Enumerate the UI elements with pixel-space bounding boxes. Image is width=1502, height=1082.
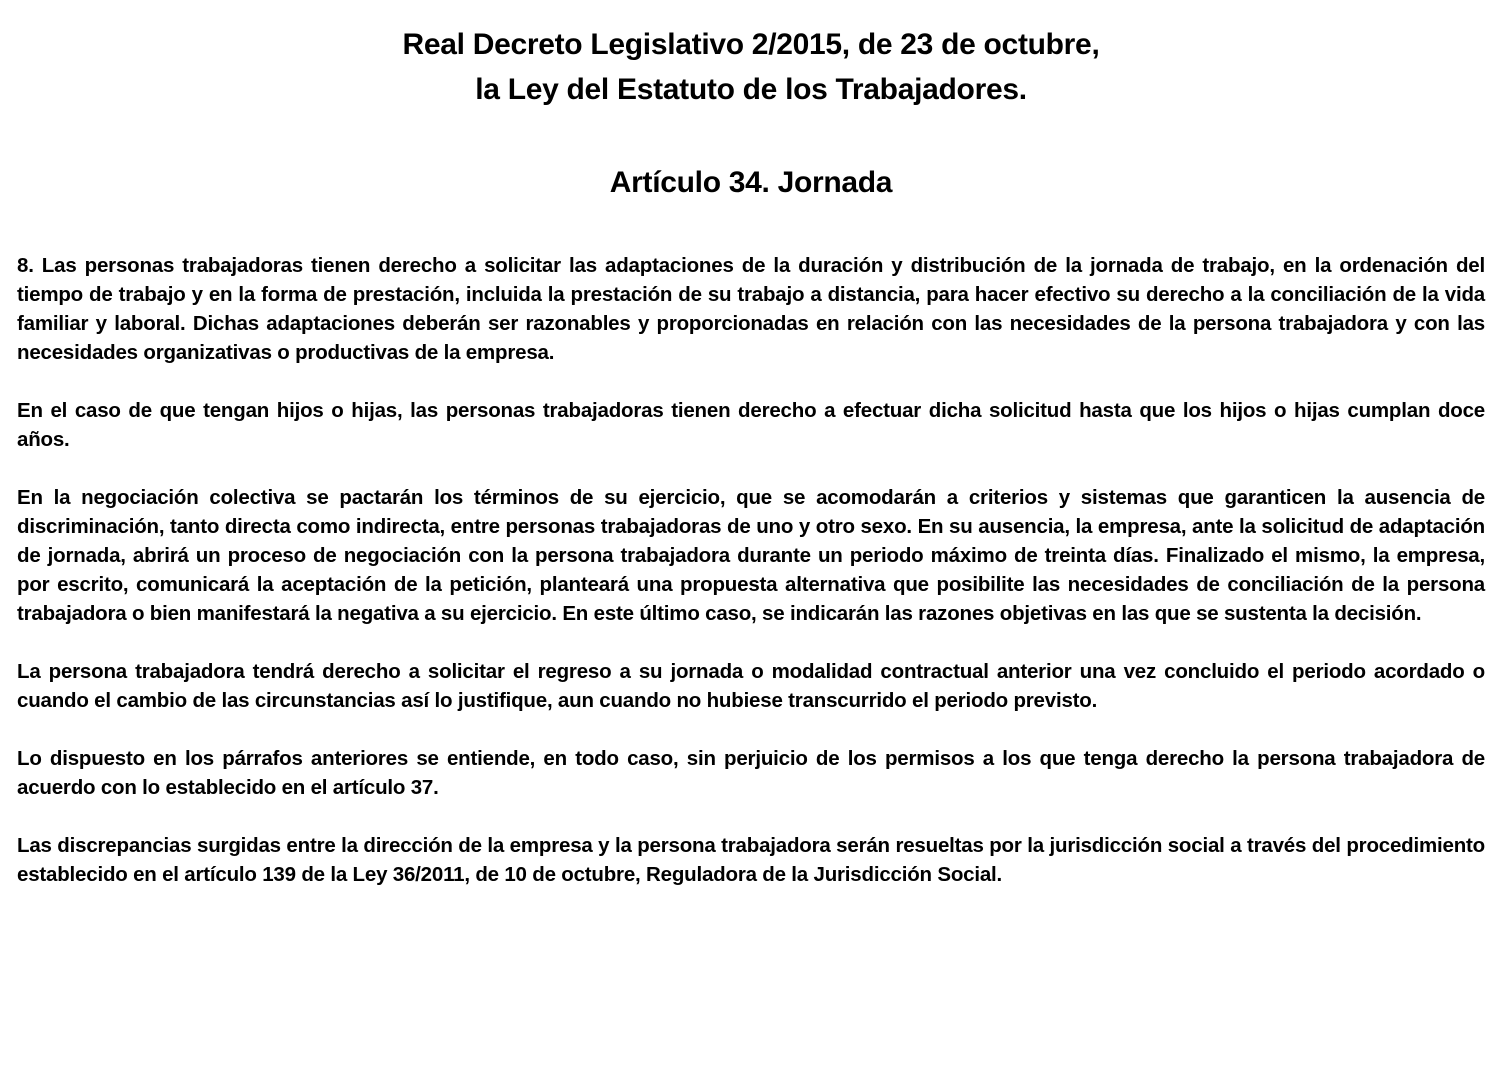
paragraph-6: Las discrepancias surgidas entre la dirección de la empresa y la persona trabajadora serán resueltas por la jurisdicción social a través del procedimiento establecido en el artículo 139 de la Ley 36/2011, de 10 de octubre, Reguladora de la Jurisdicción Social. [17,834,1485,886]
paragraph-5: Lo dispuesto en los párrafos anteriores se entiende, en todo caso, sin perjuicio de los permisos a los que tenga derecho la persona trabajadora de acuerdo con lo establecido en el artículo 37. [17,747,1485,799]
document-title-line2: la Ley del Estatuto de los Trabajadores. [475,73,1027,106]
paragraph-4: La persona trabajadora tendrá derecho a solicitar el regreso a su jornada o modalidad contractual anterior una vez concluido el periodo acordado o cuando el cambio de las circunstancias así lo justifique, aun cuando no hubiese transcurrido el periodo previsto. [17,660,1485,712]
article-heading: Artículo 34. Jornada [609,166,893,199]
document-title [17,22,1485,112]
paragraph-1: 8. Las personas trabajadoras tienen derecho a solicitar las adaptaciones de la duración y distribución de la jornada de trabajo, en la ordenación del tiempo de trabajo y en la forma de prestación, incluida la prestación de su trabajo a distancia, para hacer efectivo su derecho a la conciliación de la vida familiar y laboral. Dichas adaptaciones deberán ser razonables y proporcionadas en relación con las necesidades de la persona trabajadora y con las necesidades organizativas o productivas de la empresa. [17,254,1485,364]
document-title-line1: Real Decreto Legislativo 2/2015, de 23 de octubre, [402,28,1100,61]
article-body [17,251,1485,889]
paragraph-3: En la negociación colectiva se pactarán los términos de su ejercicio, que se acomodarán a criterios y sistemas que garanticen la ausencia de discriminación, tanto directa como indirecta, entre personas trabajadoras de uno y otro sexo. En su ausencia, la empresa, ante la solicitud de adaptación de jornada, abrirá un proceso de negociación con la persona trabajadora durante un periodo máximo de treinta días. Finalizado el mismo, la empresa, por escrito, comunicará la aceptación de la petición, planteará una propuesta alternativa que posibilite las necesidades de conciliación de la persona trabajadora o bien manifestará la negativa a su ejercicio. En este último caso, se indicarán las razones objetivas en las que se sustenta la decisión. [17,486,1485,625]
paragraph-2: En el caso de que tengan hijos o hijas, las personas trabajadoras tienen derecho a efectuar dicha solicitud hasta que los hijos o hijas cumplan doce años. [17,399,1485,451]
